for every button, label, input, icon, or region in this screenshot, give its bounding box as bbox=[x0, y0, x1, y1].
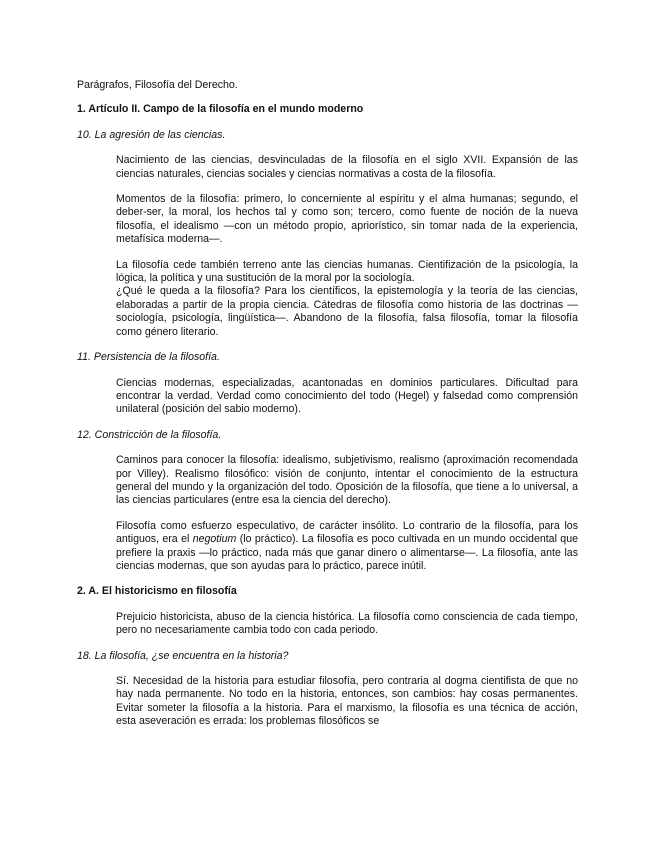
subheading-12: 12. Constricción de la filosofía. bbox=[77, 428, 222, 441]
section-heading-articulo-ii: 1. Artículo II. Campo de la filosofía en el mundo moderno bbox=[77, 103, 364, 116]
paragraph-10-3: La filosofía cede también terreno ante las ciencias humanas. Cientifización de la psicología, la lógica, la política y una sustitución de la moral por la sociología. bbox=[116, 258, 578, 285]
paragraph-12-2 bbox=[116, 520, 578, 574]
paragraph-2-1: Prejuicio historicista, abuso de la ciencia histórica. La filosofía como consciencia de cada tiempo, pero no necesariamente cambia todo con cada periodo. bbox=[116, 610, 578, 637]
paragraph-11-1: Ciencias modernas, especializadas, acantonadas en dominios particulares. Dificultad para encontrar la verdad. Verdad como conocimiento del todo (Hegel) y falsedad como comprensión unilateral (posición del sabio moderno). bbox=[116, 376, 578, 416]
paragraph-10-1: Nacimiento de las ciencias, desvinculadas de la filosofía en el siglo XVII. Expansión de las ciencias naturales, ciencias sociales y ciencias normativas a costa de la filosofía. bbox=[116, 154, 578, 180]
subheading-18: 18. La filosofía, ¿se encuentra en la historia? bbox=[77, 649, 289, 662]
paragraph-12-2-start: Filosofía como esfuerzo especulativo, de carácter insólito. Lo contrario de la filosofía, para los antiguos, era el bbox=[116, 519, 578, 546]
paragraph-12-1: Caminos para conocer la filosofía: idealismo, subjetivismo, realismo (aproximación recomendada por Villey). Realismo filosófico: visión de conjunto, intentar el conocimiento de la estructura general del mundo y la organización del todo. Oposición de la filosofía, que tiene a lo universal, a las ciencias particulares (entre esa la ciencia del derecho). bbox=[116, 454, 578, 507]
paragraph-10-2: Momentos de la filosofía: primero, lo concerniente al espíritu y el alma humanas; segundo, el deber-ser, la moral, los hechos tal y como son; tercero, como fuente de noción de la nueva filosofía, el idealismo —con un método propio, apriorístico, sin tomar nada de la experiencia, metafísica moderna—. bbox=[116, 193, 578, 246]
paragraph-10-4: ¿Qué le queda a la filosofía? Para los científicos, la epistemología y la teoría de las ciencias, elaboradas a partir de la propia ciencia. Cátedras de filosofía como historia de las doctrinas —sociología, psicología, lingüística—. Abandono de la filosofía, falsa filosofía, tomar la filosofía como género literario. bbox=[116, 285, 578, 338]
paragraph-12-2-emphasis: negotium bbox=[192, 533, 237, 546]
document-title: Parágrafos, Filosofía del Derecho. bbox=[77, 79, 238, 91]
paragraph-12-2-end: (lo práctico). La filosofía es poco cultivada en un mundo occidental que prefiere la praxis —lo práctico, nada más que ganar dinero o alimentarse—. La filosofía, ante las ciencias modernas, que son ayudas para lo práctico, parece inútil. bbox=[116, 533, 578, 572]
paragraph-18-1: Sí. Necesidad de la historia para estudiar filosofía, pero contraria al dogma cientifista de que no hay nada permanente. No todo en la historia, entonces, son cambios: hay cosas permanentes. Evitar someter la filosofía a la historia. Para el marxismo, la filosofía es una técnica de acción, esta aseveración es errada: los problemas filosóficos se bbox=[116, 675, 578, 728]
subheading-11: 11. Persistencia de la filosofía. bbox=[77, 351, 220, 364]
subheading-10: 10. La agresión de las ciencias. bbox=[77, 128, 226, 141]
section-heading-historicismo: 2. A. El historicismo en filosofía bbox=[77, 585, 237, 598]
